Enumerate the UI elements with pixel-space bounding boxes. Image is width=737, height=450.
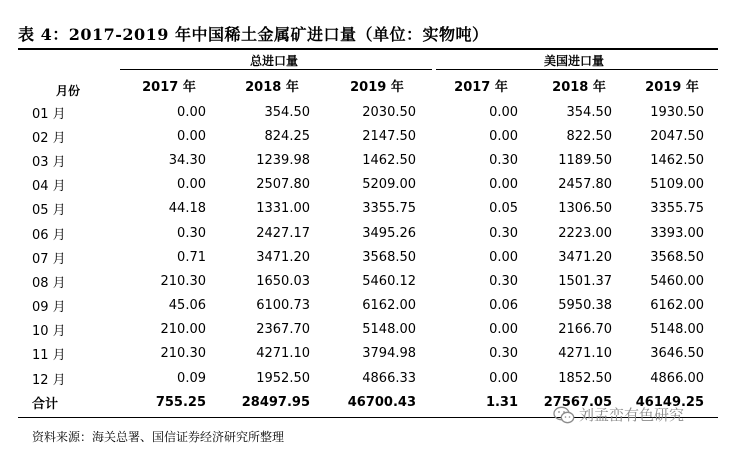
value-cell: 2030.50 xyxy=(362,104,417,120)
value-cell: 45.06 xyxy=(168,298,206,314)
year-header: 2019 年 xyxy=(645,79,699,95)
value-cell: 3471.20 xyxy=(558,249,613,265)
year-header: 2017 年 xyxy=(454,79,508,95)
value-cell: 0.00 xyxy=(489,322,519,338)
value-cell: 4271.10 xyxy=(558,346,613,362)
value-cell: 0.30 xyxy=(489,346,519,362)
wechat-icon xyxy=(553,406,575,424)
month-cell: 11 月 xyxy=(32,348,66,364)
value-cell: 1501.37 xyxy=(558,273,613,289)
value-cell: 4271.10 xyxy=(256,346,310,362)
value-cell: 755.25 xyxy=(155,394,206,410)
table-row xyxy=(18,245,718,269)
value-cell: 0.30 xyxy=(177,225,206,241)
month-cell: 10 月 xyxy=(32,324,66,340)
value-cell: 0.00 xyxy=(489,104,519,120)
value-cell: 34.30 xyxy=(168,152,206,168)
value-cell: 27567.05 xyxy=(543,394,613,410)
table-row xyxy=(18,221,718,245)
value-cell: 6100.73 xyxy=(256,298,310,314)
value-cell: 1.31 xyxy=(485,394,519,410)
month-cell: 07 月 xyxy=(32,251,66,267)
value-cell: 0.00 xyxy=(177,177,206,193)
value-cell: 1306.50 xyxy=(558,201,613,217)
total-label: 合计 xyxy=(32,396,59,412)
value-cell: 354.50 xyxy=(566,104,613,120)
value-cell: 3495.26 xyxy=(362,225,417,241)
value-cell: 2367.70 xyxy=(256,322,310,338)
value-cell: 0.05 xyxy=(489,201,519,217)
value-cell: 3568.50 xyxy=(362,249,417,265)
value-cell: 46700.43 xyxy=(347,394,417,410)
year-header: 2017 年 xyxy=(142,79,196,95)
value-cell: 5209.00 xyxy=(362,177,417,193)
value-cell: 1462.50 xyxy=(362,152,417,168)
value-cell: 3355.75 xyxy=(362,201,417,217)
table-row xyxy=(18,366,718,390)
month-cell: 04 月 xyxy=(32,179,66,195)
value-cell: 0.00 xyxy=(177,104,206,120)
value-cell: 824.25 xyxy=(264,128,310,144)
table-row xyxy=(18,269,718,293)
month-cell: 05 月 xyxy=(32,203,66,219)
value-cell: 1930.50 xyxy=(650,104,705,120)
table-row xyxy=(18,197,718,221)
month-cell: 02 月 xyxy=(32,130,66,146)
value-cell: 0.06 xyxy=(489,298,519,314)
value-cell: 2147.50 xyxy=(362,128,417,144)
value-cell: 1852.50 xyxy=(558,370,613,386)
value-cell: 5148.00 xyxy=(362,322,417,338)
value-cell: 1189.50 xyxy=(558,152,613,168)
month-cell: 09 月 xyxy=(32,300,66,316)
value-cell: 210.30 xyxy=(160,346,206,362)
month-cell: 08 月 xyxy=(32,275,66,291)
value-cell: 2427.17 xyxy=(256,225,310,241)
source-note: 资料来源：海关总署、国信证券经济研究所整理 xyxy=(32,430,285,444)
month-cell: 01 月 xyxy=(32,106,66,122)
value-cell: 0.00 xyxy=(489,249,519,265)
value-cell: 3393.00 xyxy=(650,225,705,241)
table-row xyxy=(18,342,718,366)
value-cell: 3646.50 xyxy=(650,346,705,362)
value-cell: 1239.98 xyxy=(256,152,310,168)
value-cell: 0.09 xyxy=(177,370,206,386)
value-cell: 5460.00 xyxy=(650,273,705,289)
table-row xyxy=(18,294,718,318)
month-cell: 06 月 xyxy=(32,227,66,243)
value-cell: 210.30 xyxy=(160,273,206,289)
value-cell: 28497.95 xyxy=(241,394,310,410)
year-header: 2019 年 xyxy=(350,79,404,95)
value-cell: 6162.00 xyxy=(650,298,705,314)
value-cell: 0.00 xyxy=(489,370,519,386)
table-row xyxy=(18,124,718,148)
value-cell: 5950.38 xyxy=(558,298,613,314)
watermark-text: 刘孟峦有色研究 xyxy=(579,406,685,424)
value-cell: 2223.00 xyxy=(558,225,613,241)
value-cell: 2457.80 xyxy=(558,177,613,193)
value-cell: 2507.80 xyxy=(256,177,310,193)
value-cell: 354.50 xyxy=(264,104,310,120)
year-header: 2018 年 xyxy=(552,79,606,95)
value-cell: 1331.00 xyxy=(256,201,310,217)
value-cell: 4866.33 xyxy=(362,370,417,386)
value-cell: 0.30 xyxy=(489,225,519,241)
value-cell: 1650.03 xyxy=(256,273,310,289)
table-body xyxy=(18,100,718,414)
value-cell: 0.30 xyxy=(489,273,519,289)
table-row xyxy=(18,148,718,172)
value-cell: 0.00 xyxy=(489,128,519,144)
value-cell: 0.00 xyxy=(177,128,206,144)
value-cell: 5148.00 xyxy=(650,322,705,338)
value-cell: 5109.00 xyxy=(650,177,705,193)
value-cell: 0.71 xyxy=(177,249,206,265)
value-cell: 6162.00 xyxy=(362,298,417,314)
value-cell: 3355.75 xyxy=(650,201,705,217)
table-row xyxy=(18,100,718,124)
month-column-header: 月份 xyxy=(55,84,80,98)
import-table xyxy=(18,50,718,414)
value-cell: 210.00 xyxy=(160,322,206,338)
value-cell: 44.18 xyxy=(168,201,206,217)
value-cell: 0.00 xyxy=(489,177,519,193)
value-cell: 822.50 xyxy=(566,128,613,144)
group-header-us: 美国进口量 xyxy=(544,54,605,68)
table-row xyxy=(18,173,718,197)
watermark xyxy=(553,404,684,425)
value-cell: 5460.12 xyxy=(362,273,417,289)
value-cell: 0.30 xyxy=(489,152,519,168)
value-cell: 2047.50 xyxy=(650,128,705,144)
year-header: 2018 年 xyxy=(245,79,299,95)
value-cell: 3471.20 xyxy=(256,249,310,265)
value-cell: 3568.50 xyxy=(650,249,705,265)
value-cell: 2166.70 xyxy=(558,322,613,338)
value-cell: 4866.00 xyxy=(650,370,705,386)
value-cell: 1952.50 xyxy=(256,370,310,386)
value-cell: 46149.25 xyxy=(635,394,705,410)
table-title: 表 4：2017-2019 年中国稀土金属矿进口量（单位：实物吨） xyxy=(18,25,489,44)
value-cell: 3794.98 xyxy=(362,346,417,362)
month-cell: 03 月 xyxy=(32,154,66,170)
month-cell: 12 月 xyxy=(32,372,66,388)
value-cell: 1462.50 xyxy=(650,152,705,168)
group-header-total: 总进口量 xyxy=(250,54,299,68)
table-row xyxy=(18,318,718,342)
